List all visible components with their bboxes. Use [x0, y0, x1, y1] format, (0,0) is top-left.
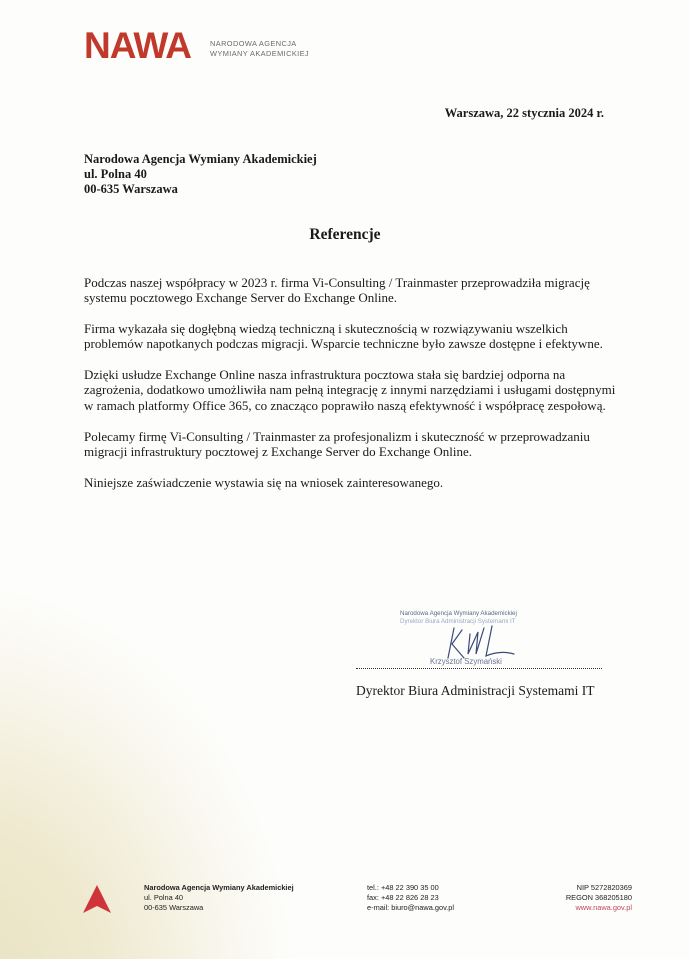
signer-name: Krzysztof Szymański	[430, 657, 502, 666]
footer-regon: REGON 368205180	[565, 893, 632, 902]
recipient-name: Narodowa Agencja Wymiany Akademickiej	[84, 152, 317, 166]
footer-registry	[566, 883, 632, 913]
footer-street: ul. Polna 40	[144, 893, 184, 902]
logo-subtitle	[210, 39, 309, 58]
signature-line	[356, 668, 602, 669]
paragraph: Polecamy firmę Vi-Consulting / Trainmaster za profesjonalizm i skuteczność w przeprowadzaniu migracji infrastruktury pocztowej z Exchange Server do Exchange Online.	[84, 428, 590, 459]
logo-wordmark: NAWA	[84, 25, 191, 66]
footer-website-link[interactable]: www.nawa.gov.pl	[575, 903, 632, 912]
logo-subtitle-line2: WYMIANY AKADEMICKIEJ	[210, 48, 310, 58]
footer-org-name: Narodowa Agencja Wymiany Akademickiej	[144, 883, 294, 892]
nawa-logo	[84, 25, 324, 68]
footer-address	[144, 883, 294, 913]
letter-body	[84, 275, 624, 505]
paragraph: Podczas naszej współpracy w 2023 r. firma Vi-Consulting / Trainmaster przeprowadziła migrację systemu pocztowego Exchange Server do Exchange Online.	[84, 275, 590, 306]
footer-nip: NIP 5272820369	[576, 883, 632, 892]
stamp-line2: Dyrektor Biura Administracji Systemami IT	[400, 618, 516, 625]
footer-contact	[367, 883, 454, 913]
paragraph: Niniejsze zaświadczenie wystawia się na wniosek zainteresowanego.	[84, 474, 444, 490]
document-title: Referencje	[309, 226, 381, 243]
signer-role: Dyrektor Biura Administracji Systemami IT	[356, 683, 595, 698]
footer-city: 00-635 Warszawa	[144, 903, 204, 912]
recipient-address	[84, 152, 317, 197]
paragraph: Firma wykazała się dogłębną wiedzą techniczną i skutecznością w rozwiązywaniu wszelkich problemów napotkanych podczas migracji. Wsparcie techniczne było zawsze dostępne i efektywne.	[84, 321, 603, 352]
stamp-line1: Narodowa Agencja Wymiany Akademickiej	[400, 610, 517, 617]
footer-fax: fax: +48 22 826 28 23	[367, 893, 439, 902]
paragraph: Dzięki usłudze Exchange Online nasza infrastruktura pocztowa stała się bardziej odporna na zagrożenia, dodatkowo umożliwiła nam pełną integrację z innymi narzędziami i usługami dostępnymi w ramach platformy Office 365, co znacząco poprawiło naszą efektywność i współpracę zespołową.	[84, 367, 616, 413]
recipient-street: ul. Polna 40	[84, 167, 147, 181]
footer-tel: tel.: +48 22 390 35 00	[367, 883, 439, 892]
date-line: Warszawa, 22 stycznia 2024 r.	[444, 106, 604, 120]
logo-subtitle-line1: NARODOWA AGENCJA	[210, 39, 297, 48]
footer-email[interactable]: e-mail: biuro@nawa.gov.pl	[367, 903, 455, 912]
signature-block	[400, 610, 610, 668]
recipient-city: 00-635 Warszawa	[84, 182, 178, 196]
nawa-arrow-icon	[82, 884, 112, 914]
